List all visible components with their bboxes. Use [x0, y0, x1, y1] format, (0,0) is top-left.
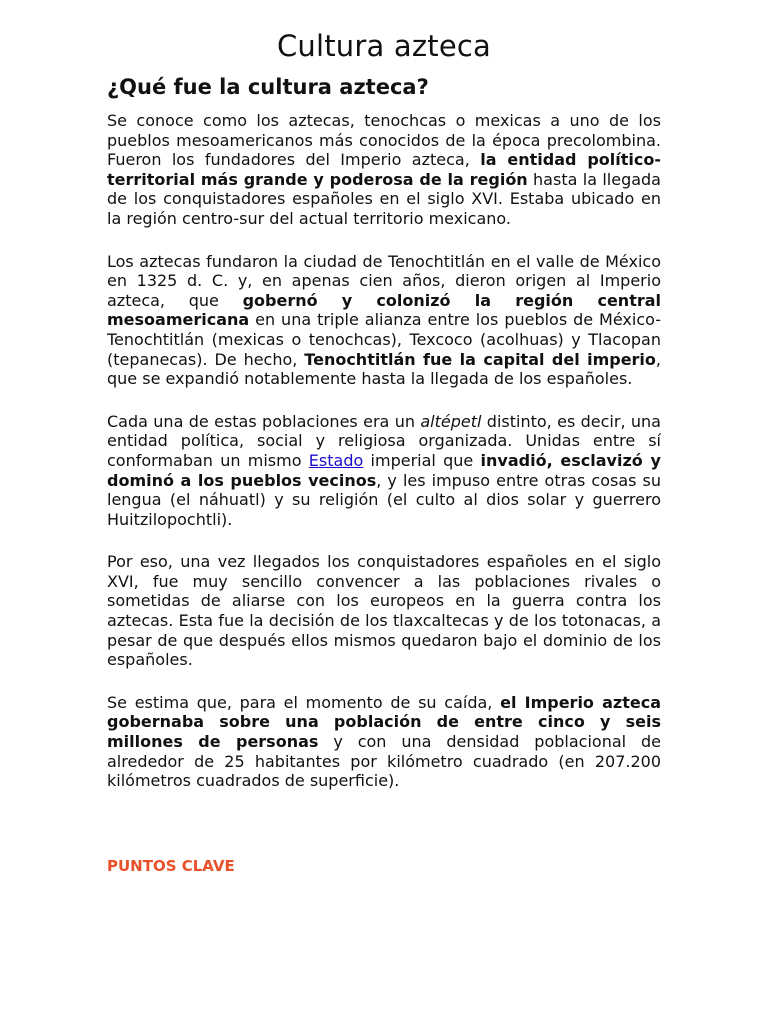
paragraph-1	[107, 111, 661, 229]
paragraph-5-text-2: y con una densidad poblacional de alrededor de 25 habitantes por kilómetro cuadrado (en 207.200 kilómetros cuadrados de superficie).	[107, 732, 661, 791]
paragraph-4	[107, 552, 661, 670]
document-body	[107, 111, 661, 814]
paragraph-3-text-3: imperial que	[363, 450, 474, 470]
estado-link[interactable]: Estado	[308, 450, 364, 470]
paragraph-4-text-1: Por eso, una vez llegados los conquistadores españoles en el siglo XVI, fue muy sencillo convencer a las poblaciones rivales o sometidas de aliarse con los europeos en la guerra contra los aztecas. Esta fue la decisión de los tlaxcaltecas y de los totonacas, a pesar de que después ellos mismos quedaron bajo el dominio de los españoles.	[107, 552, 661, 670]
paragraph-2-text-3: , que se expandió notablemente hasta la llegada de los españoles.	[107, 349, 662, 389]
paragraph-2-text-1: Los aztecas fundaron la ciudad de Tenochtitlán en el valle de México en 1325 d. C. y, en apenas cien años, dieron origen al Imperio azteca, que	[107, 251, 661, 310]
paragraph-3-italic-1: altépetl	[420, 411, 482, 431]
paragraph-3-text-2: distinto, es decir, una entidad política, social y religiosa organizada. Unidas entre sí conformaban un mismo	[107, 411, 661, 470]
paragraph-5-bold-1: el Imperio azteca gobernaba sobre una población de entre cinco y seis millones de personas	[107, 692, 661, 752]
paragraph-3	[107, 412, 661, 530]
key-points-label: PUNTOS CLAVE	[107, 857, 235, 875]
paragraph-1-text-2: hasta la llegada de los conquistadores españoles en el siglo XVI. Estaba ubicado en la región centro-sur del actual territorio mexicano.	[107, 169, 661, 228]
paragraph-2-text-2: en una triple alianza entre los pueblos de México-Tenochtitlán (mexicas o tenochcas), Texcoco (acolhuas) y Tlacopan (tepanecas). De hecho,	[107, 310, 661, 369]
paragraph-3-text-1: Cada una de estas poblaciones era un	[107, 411, 415, 431]
paragraph-5-text-1: Se estima que, para el momento de su caída,	[107, 692, 493, 712]
paragraph-2	[107, 252, 661, 389]
paragraph-1-text-1: Se conoce como los aztecas, tenochcas o mexicas a uno de los pueblos mesoamericanos más conocidos de la época precolombina. Fueron los fundadores del Imperio azteca,	[107, 111, 661, 170]
paragraph-3-bold-1: invadió, esclavizó y dominó a los pueblos vecinos	[107, 450, 661, 490]
paragraph-3-text-4: , y les impuso entre otras cosas su lengua (el náhuatl) y su religión (el culto al dios solar y guerrero Huitzilopochtli).	[107, 470, 661, 529]
paragraph-5	[107, 693, 661, 791]
section-heading: ¿Qué fue la cultura azteca?	[107, 75, 429, 99]
paragraph-2-bold-1: gobernó y colonizó la región central mesoamericana	[107, 290, 662, 330]
paragraph-1-bold-1: la entidad político-territorial más grande y poderosa de la región	[107, 150, 661, 189]
paragraph-2-bold-2: Tenochtitlán fue la capital del imperio	[304, 349, 656, 369]
document-title: Cultura azteca	[276, 29, 492, 63]
